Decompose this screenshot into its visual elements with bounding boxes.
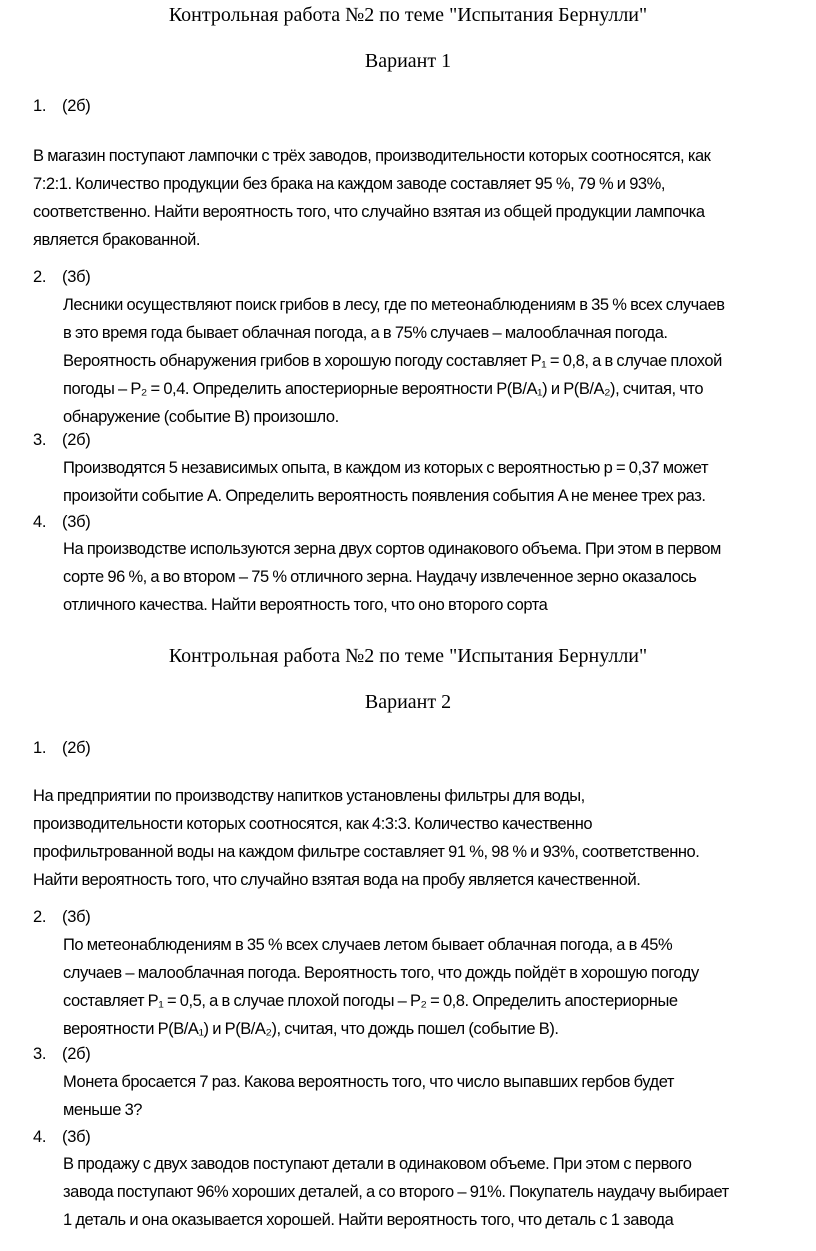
task-number: 2. xyxy=(33,268,47,286)
text-line: профильтрованной воды на каждом фильтре составляет 91 %, 98 % и 93%, соответственно. xyxy=(33,843,700,861)
text-line: Лесники осуществляют поиск грибов в лесу, где по метеонаблюдениям в 35 % всех случаев xyxy=(63,296,725,314)
text-line: Найти вероятность того, что случайно взятая вода на пробу является качественной. xyxy=(33,871,641,889)
text-line: 1 деталь и она оказывается хорошей. Найти вероятность того, что деталь с 1 завода xyxy=(63,1211,674,1229)
task-text-v2-4 xyxy=(63,1150,813,1234)
task-points: (3б) xyxy=(62,513,91,531)
task-text-v2-3 xyxy=(63,1068,813,1124)
text-line: Монета бросается 7 раз. Какова вероятность того, что число выпавших гербов будет xyxy=(63,1073,675,1091)
task-header-v1-2 xyxy=(33,266,90,288)
task-points: (2б) xyxy=(62,97,91,115)
text-line: завода поступают 96% хороших деталей, а со второго – 91%. Покупатель наудачу выбирает xyxy=(63,1183,729,1201)
text-line: случаев – малооблачная погода. Вероятность того, что дождь пойдёт в хорошую погоду xyxy=(63,964,699,982)
text-line: является бракованной. xyxy=(33,231,201,249)
task-points: (3б) xyxy=(62,268,91,286)
task-text-v1-2 xyxy=(63,291,813,431)
task-text-v1-3 xyxy=(63,454,813,510)
text-line: сорте 96 %, а во втором – 75 % отличного зерна. Наудачу извлеченное зерно оказалось xyxy=(63,568,697,586)
task-points: (3б) xyxy=(62,908,91,926)
text-line: По метеонаблюдениям в 35 % всех случаев летом бывает облачная погода, а в 45% xyxy=(63,936,673,954)
text-line: производительности которых соотносятся, как 4:3:3. Количество качественно xyxy=(33,815,593,833)
task-header-v2-3 xyxy=(33,1043,90,1065)
text-line: На производстве используются зерна двух сортов одинакового объема. При этом в первом xyxy=(63,540,721,558)
task-points: (2б) xyxy=(62,1045,91,1063)
text-line: 7:2:1. Количество продукции без брака на каждом заводе составляет 95 %, 79 % и 93%, xyxy=(33,175,666,193)
task-header-v2-2 xyxy=(33,906,90,928)
text-line: В продажу с двух заводов поступают детали в одинаковом объеме. При этом с первого xyxy=(63,1155,692,1173)
task-number: 1. xyxy=(33,739,47,757)
task-points: (2б) xyxy=(62,739,91,757)
text-line: отличного качества. Найти вероятность того, что оно второго сорта xyxy=(63,596,548,614)
task-header-v1-3 xyxy=(33,429,90,451)
variant-heading-2: Вариант 2 xyxy=(364,691,452,713)
text-line: меньше 3? xyxy=(63,1101,143,1119)
text-line: вероятности P(B/A₁) и P(B/A₂), считая, что дождь пошел (событие B). xyxy=(63,1020,559,1038)
text-line: в это время года бывает облачная погода, а в 75% случаев – малооблачная погода. xyxy=(63,324,668,342)
task-number: 4. xyxy=(33,1128,47,1146)
text-line: На предприятии по производству напитков установлены фильтры для воды, xyxy=(33,787,585,805)
task-number: 3. xyxy=(33,1045,47,1063)
text-line: произойти событие A. Определить вероятность появления события A не менее трех раз. xyxy=(63,487,706,505)
task-number: 1. xyxy=(33,97,47,115)
text-line: составляет P₁ = 0,5, а в случае плохой погоды – P₂ = 0,8. Определить апостериорные xyxy=(63,992,678,1010)
text-line: Производятся 5 независимых опыта, в каждом из которых с вероятностью p = 0,37 может xyxy=(63,459,709,477)
text-line: погоды – P₂ = 0,4. Определить апостериорные вероятности P(B/A₁) и P(B/A₂), считая, что xyxy=(63,380,704,398)
task-header-v1-4 xyxy=(33,511,90,533)
task-number: 3. xyxy=(33,431,47,449)
task-text-v1-1 xyxy=(33,142,813,254)
document-title-variant-1: Контрольная работа №2 по теме "Испытания Бернулли" xyxy=(168,4,648,26)
text-line: В магазин поступают лампочки с трёх заводов, производительности которых соотносятся, как xyxy=(33,147,711,165)
variant-heading-1: Вариант 1 xyxy=(364,50,452,72)
task-text-v2-2 xyxy=(63,931,813,1043)
text-line: обнаружение (событие B) произошло. xyxy=(63,408,339,426)
task-points: (2б) xyxy=(62,431,91,449)
task-text-v2-1 xyxy=(33,782,813,894)
text-line: соответственно. Найти вероятность того, что случайно взятая из общей продукции лампочка xyxy=(33,203,705,221)
task-number: 4. xyxy=(33,513,47,531)
document-title-variant-2: Контрольная работа №2 по теме "Испытания Бернулли" xyxy=(168,645,648,667)
task-text-v1-4 xyxy=(63,535,813,619)
task-points: (3б) xyxy=(62,1128,91,1146)
task-number: 2. xyxy=(33,908,47,926)
task-header-v2-1 xyxy=(33,737,90,759)
text-line: Вероятность обнаружения грибов в хорошую погоду составляет P₁ = 0,8, а в случае плохой xyxy=(63,352,722,370)
task-header-v2-4 xyxy=(33,1126,90,1148)
task-header-v1-1 xyxy=(33,95,90,117)
